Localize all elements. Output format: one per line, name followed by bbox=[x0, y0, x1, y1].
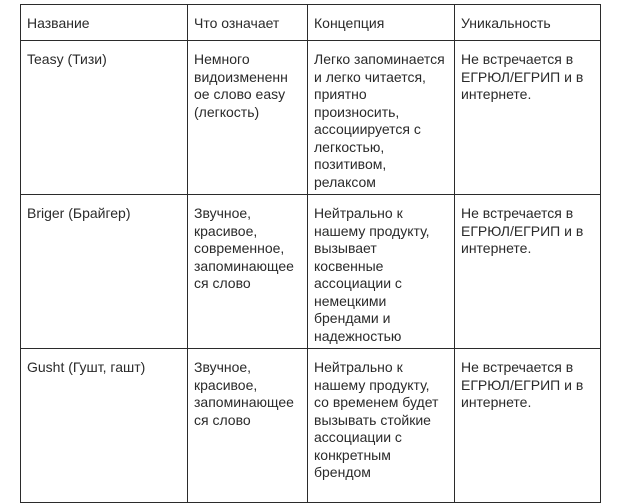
cell-uniqueness: Не встречается в ЕГРЮЛ/ЕГРИП и в интернете. bbox=[455, 349, 601, 503]
cell-meaning: Звучное, красивое, запоминающее ся слово bbox=[188, 349, 308, 503]
cell-name: Gusht (Гушт, гашт) bbox=[21, 349, 188, 503]
cell-meaning: Звучное, красивое, современное, запоминающее ся слово bbox=[188, 195, 308, 349]
cell-concept: Нейтрально к нашему продукту, вызывает косвенные ассоциации с немецкими брендами и надежностью bbox=[308, 195, 455, 349]
header-uniqueness: Уникальность bbox=[455, 5, 601, 41]
cell-concept: Нейтрально к нашему продукту, со временем будет вызывать стойкие ассоциации с конкретным брендом bbox=[308, 349, 455, 503]
cell-uniqueness: Не встречается в ЕГРЮЛ/ЕГРИП и в интернете. bbox=[455, 41, 601, 195]
header-concept: Концепция bbox=[308, 5, 455, 41]
table-row bbox=[21, 195, 601, 349]
naming-table bbox=[20, 4, 601, 503]
table-row bbox=[21, 349, 601, 503]
cell-name: Briger (Брайгер) bbox=[21, 195, 188, 349]
table-row bbox=[21, 41, 601, 195]
header-meaning: Что означает bbox=[188, 5, 308, 41]
header-name: Название bbox=[21, 5, 188, 41]
header-row bbox=[21, 5, 601, 41]
cell-name: Teasy (Тизи) bbox=[21, 41, 188, 195]
cell-meaning: Немного видоизмененн ое слово easy (легкость) bbox=[188, 41, 308, 195]
cell-uniqueness: Не встречается в ЕГРЮЛ/ЕГРИП и в интернете. bbox=[455, 195, 601, 349]
cell-concept: Легко запоминается и легко читается, приятно произносить, ассоциируется с легкостью, позитивом, релаксом bbox=[308, 41, 455, 195]
